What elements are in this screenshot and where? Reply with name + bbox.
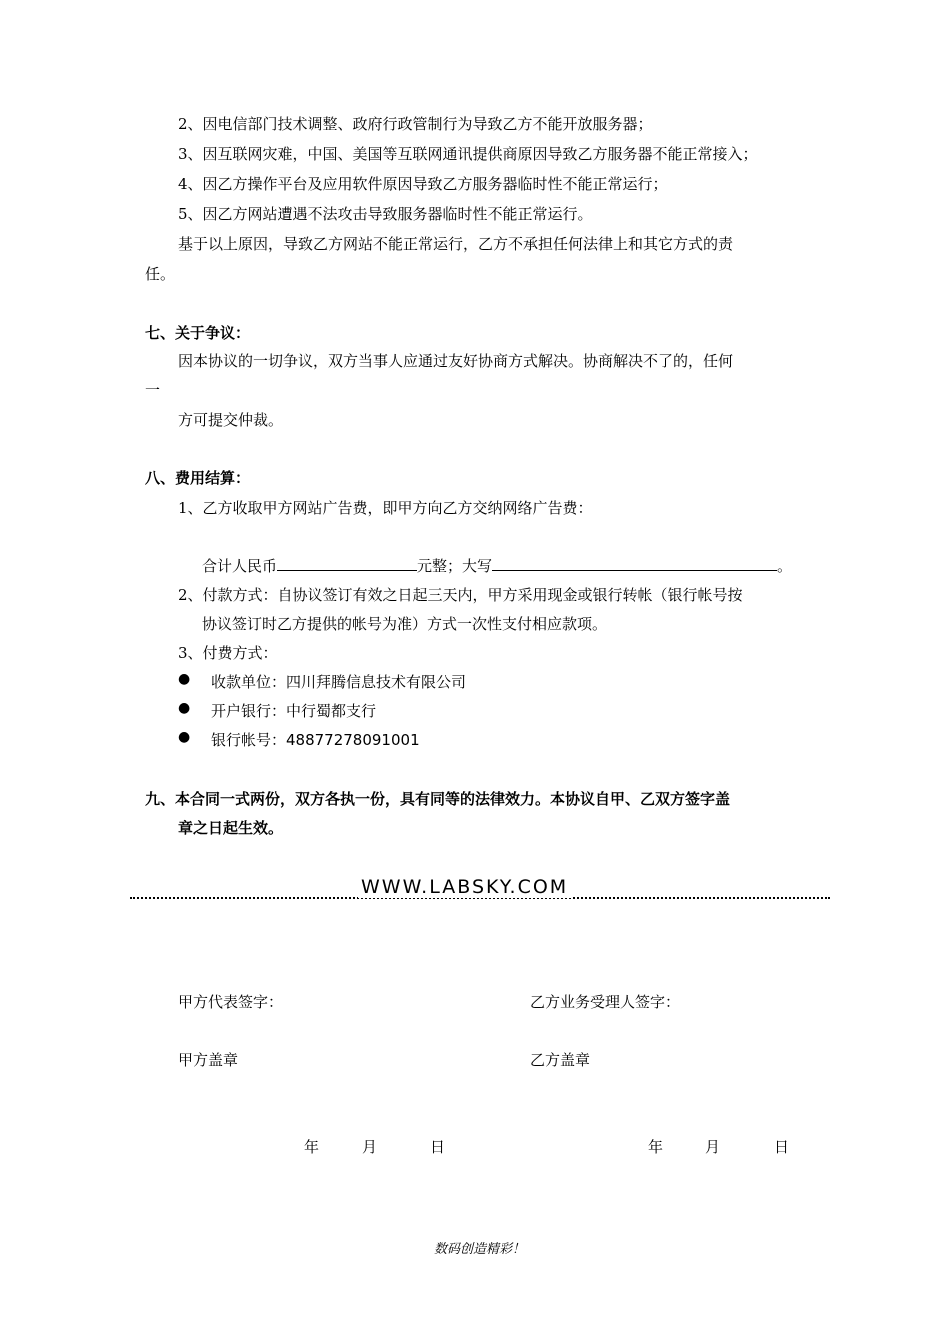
- bullet-icon: ●: [178, 671, 191, 687]
- amount-words-blank[interactable]: [492, 555, 777, 571]
- page-footer: 数码创造精彩！: [434, 1242, 526, 1257]
- disputes-text-cont2: 方可提交仲裁。: [178, 411, 284, 429]
- bank-account: 银行帐号：48877278091001: [211, 731, 420, 749]
- party-a-signature-label: 甲方代表签字：: [178, 993, 284, 1011]
- section-9-text-cont: 章之日起生效。: [178, 819, 284, 837]
- amount-blank[interactable]: [277, 555, 417, 571]
- party-a-year: 年: [304, 1138, 320, 1156]
- watermark-url: WWW.LABSKY.COM: [358, 876, 571, 898]
- bullet-icon: ●: [178, 729, 191, 745]
- bank-payee: 收款单位：四川拜腾信息技术有限公司: [211, 673, 467, 691]
- total-amount-line: [202, 555, 792, 576]
- party-b-seal-label: 乙方盖章: [530, 1051, 591, 1069]
- total-unit-label: 元整；大写: [417, 557, 493, 575]
- fee-item-1: 1、乙方收取甲方网站广告费，即甲方向乙方交纳网络广告费：: [178, 499, 593, 517]
- payment-method-text: 2、付款方式：自协议签订有效之日起三天内，甲方采用现金或银行转帐（银行帐号按: [178, 586, 743, 604]
- section-9-text: 九、本合同一式两份，双方各执一份，具有同等的法律效力。本协议自甲、乙双方签字盖: [145, 790, 731, 808]
- disputes-text-cont: 一: [145, 381, 161, 399]
- section-heading-disputes: 七、关于争议：: [145, 324, 251, 342]
- total-end: 。: [777, 557, 793, 575]
- total-label: 合计人民币: [202, 557, 278, 575]
- list-item: 2、因电信部门技术调整、政府行政管制行为导致乙方不能开放服务器；: [178, 115, 653, 133]
- disclaimer-text-cont: 任。: [145, 265, 176, 283]
- party-b-month: 月: [705, 1138, 721, 1156]
- party-a-day: 日: [430, 1138, 446, 1156]
- party-a-month: 月: [362, 1138, 378, 1156]
- list-item: 4、因乙方操作平台及应用软件原因导致乙方服务器临时性不能正常运行；: [178, 175, 668, 193]
- disclaimer-text: 基于以上原因，导致乙方网站不能正常运行，乙方不承担任何法律上和其它方式的责: [178, 235, 734, 253]
- party-a-seal-label: 甲方盖章: [178, 1051, 239, 1069]
- disputes-text: 因本协议的一切争议，双方当事人应通过友好协商方式解决。协商解决不了的，任何: [178, 352, 734, 370]
- payment-method-text-cont: 协议签订时乙方提供的帐号为准）方式一次性支付相应款项。: [202, 615, 608, 633]
- section-heading-fees: 八、费用结算：: [145, 469, 251, 487]
- bullet-icon: ●: [178, 700, 191, 716]
- party-b-day: 日: [774, 1138, 790, 1156]
- list-item: 3、因互联网灾难，中国、美国等互联网通讯提供商原因导致乙方服务器不能正常接入；: [178, 145, 758, 163]
- list-item: 5、因乙方网站遭遇不法攻击导致服务器临时性不能正常运行。: [178, 205, 593, 223]
- party-b-year: 年: [648, 1138, 664, 1156]
- party-b-signature-label: 乙方业务受理人签字：: [530, 993, 681, 1011]
- bank-name: 开户银行：中行蜀都支行: [211, 702, 377, 720]
- payment-type-heading: 3、付费方式：: [178, 644, 278, 662]
